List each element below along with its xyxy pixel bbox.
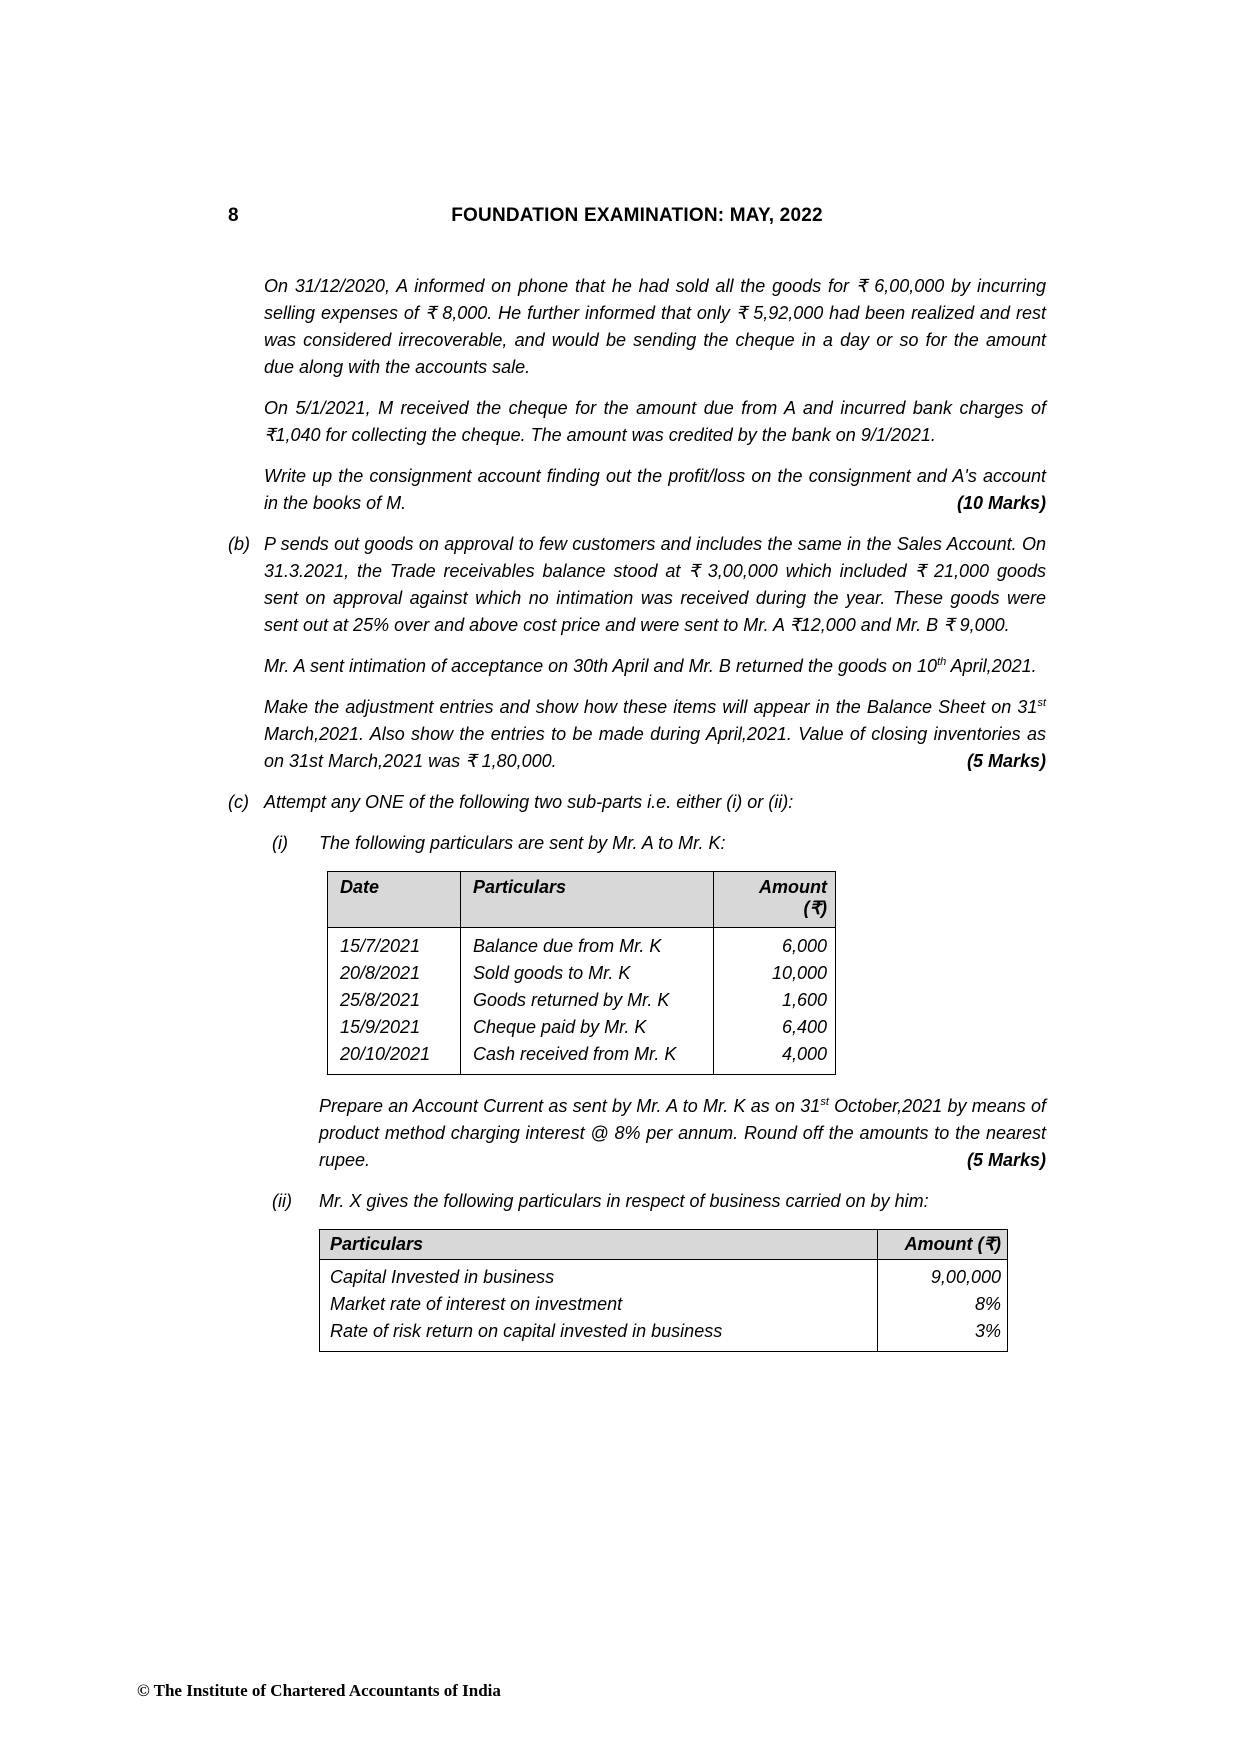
table-cell-date: 25/8/2021	[340, 990, 421, 1010]
date-column	[328, 928, 461, 1075]
superscript-th: th	[937, 656, 947, 668]
table-cell-particulars: Cheque paid by Mr. K	[473, 1017, 647, 1037]
superscript-st: st	[820, 1096, 829, 1108]
table-cell-amount: 9,00,000	[930, 1267, 1001, 1287]
sub-i-requirement	[272, 1093, 1046, 1174]
table-cell-amount: 4,000	[781, 1044, 827, 1064]
table-cell-amount: 3%	[974, 1321, 1001, 1341]
header-date: Date	[328, 872, 461, 928]
sub-part-i	[272, 830, 1046, 857]
table-cell-date: 20/10/2021	[340, 1044, 431, 1064]
table-cell-amount: 1,600	[781, 990, 827, 1010]
table-cell-particulars: Balance due from Mr. K	[473, 936, 662, 956]
sub-i-requirement-para	[319, 1093, 1046, 1174]
particulars-column	[461, 928, 714, 1075]
document-page	[228, 205, 1046, 1370]
sub-ii-intro: Mr. X gives the following particulars in respect of business carried on by him:	[319, 1191, 929, 1211]
header-particulars: Particulars	[320, 1230, 878, 1260]
superscript-st: st	[1037, 697, 1046, 709]
page-number: 8	[228, 205, 239, 226]
sub-i-requirement-spacer	[272, 1093, 319, 1174]
table-cell-date: 15/7/2021	[340, 936, 421, 956]
particulars-column	[320, 1260, 878, 1352]
table-cell-particulars: Goods returned by Mr. K	[473, 990, 670, 1010]
page-title: FOUNDATION EXAMINATION: MAY, 2022	[451, 205, 823, 226]
question-part-b	[228, 531, 1046, 639]
header-particulars: Particulars	[461, 872, 714, 928]
part-c-label: (c)	[228, 792, 249, 812]
page-header	[228, 205, 1046, 229]
marks-5-i: (5 Marks)	[966, 1150, 1046, 1170]
table-cell-particulars: Rate of risk return on capital invested in business	[330, 1321, 723, 1341]
part-b-label: (b)	[228, 534, 250, 554]
header-amount-word: Amount	[759, 877, 827, 897]
header-amount: Amount (₹)	[878, 1230, 1008, 1260]
question-part-c	[228, 789, 1046, 816]
table-cell-amount: 6,400	[781, 1017, 827, 1037]
amount-column	[878, 1260, 1008, 1352]
table-cell-date: 15/9/2021	[340, 1017, 421, 1037]
amount-column	[714, 928, 836, 1075]
part-b-para-2	[264, 653, 1046, 680]
business-particulars-table	[319, 1229, 1008, 1352]
sub-i-label: (i)	[272, 833, 288, 853]
sub-i-requirement-text: Prepare an Account Current as sent by Mr. A to Mr. K as on 31	[319, 1096, 821, 1116]
sub-i-intro: The following particulars are sent by Mr. A to Mr. K:	[319, 833, 726, 853]
header-amount	[714, 872, 836, 928]
sub-ii-label: (ii)	[272, 1191, 292, 1211]
sub-i-requirement-tail: October,2021 by means of product method charging interest @ 8% per annum. Round off the amounts to the nearest rupee.	[319, 1096, 1046, 1170]
header-amount-currency: (₹)	[803, 898, 827, 918]
consignment-para-1: On 31/12/2020, A informed on phone that he had sold all the goods for ₹ 6,00,000 by incurring selling expenses of ₹ 8,000. He further informed that only ₹ 5,92,000 had been realized and rest was considered irrecoverable, and would be sending the cheque in a day or so for the amount due along with the accounts sale.	[264, 276, 1046, 377]
copyright-footer: © The Institute of Chartered Accountants of India	[137, 1681, 501, 1700]
table-header-row	[320, 1230, 1008, 1260]
part-c-intro: Attempt any ONE of the following two sub-parts i.e. either (i) or (ii):	[264, 792, 794, 812]
consignment-requirement	[264, 463, 1046, 517]
table-cell-particulars: Cash received from Mr. K	[473, 1044, 677, 1064]
table-cell-particulars: Sold goods to Mr. K	[473, 963, 631, 983]
part-b-para-2-tail: April,2021.	[946, 656, 1037, 676]
marks-5-b: (5 Marks)	[966, 751, 1046, 771]
part-b-requirement-text: Make the adjustment entries and show how these items will appear in the Balance Sheet on 31	[264, 697, 1038, 717]
part-b-requirement-tail: March,2021. Also show the entries to be made during April,2021. Value of closing inventories as on 31st March,2021 was ₹ 1,80,000.	[264, 724, 1046, 771]
part-b-para-1: P sends out goods on approval to few customers and includes the same in the Sales Account. On 31.3.2021, the Trade receivables balance stood at ₹ 3,00,000 which included ₹ 21,000 goods sent on approval against which no intimation was received during the year. These goods were sent out at 25% over and above cost price and were sent to Mr. A ₹12,000 and Mr. B ₹ 9,000.	[264, 534, 1046, 635]
table-cell-date: 20/8/2021	[340, 963, 421, 983]
table-cell-amount: 10,000	[771, 963, 827, 983]
consignment-para-2: On 5/1/2021, M received the cheque for the amount due from A and incurred bank charges of ₹1,040 for collecting the cheque. The amount was credited by the bank on 9/1/2021.	[264, 398, 1046, 445]
table-cell-amount: 6,000	[781, 936, 827, 956]
table-header-row	[328, 872, 836, 928]
table-body-row	[328, 928, 836, 1075]
marks-10: (10 Marks)	[956, 493, 1046, 513]
part-b-para-2-text: Mr. A sent intimation of acceptance on 30th April and Mr. B returned the goods on 10	[264, 656, 938, 676]
part-b-requirement	[264, 694, 1046, 775]
table-cell-particulars: Capital Invested in business	[330, 1267, 555, 1287]
table-body-row	[320, 1260, 1008, 1352]
account-current-table	[327, 871, 836, 1075]
sub-part-ii	[272, 1188, 1046, 1215]
table-cell-amount: 8%	[974, 1294, 1001, 1314]
consignment-requirement-text: Write up the consignment account finding out the profit/loss on the consignment and A's account in the books of M.	[264, 466, 1046, 513]
table-cell-particulars: Market rate of interest on investment	[330, 1294, 623, 1314]
